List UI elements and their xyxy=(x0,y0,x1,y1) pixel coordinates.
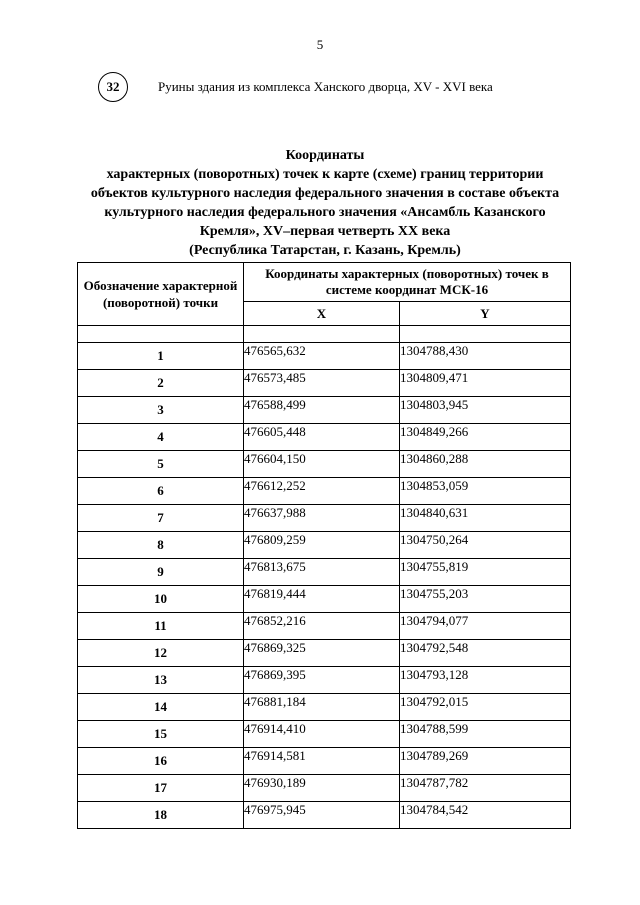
x-coordinate-cell: 476914,410 xyxy=(244,721,400,748)
table-row xyxy=(78,343,571,370)
table-row xyxy=(78,532,571,559)
point-number-cell: 18 xyxy=(78,802,244,829)
y-coordinate-cell: 1304803,945 xyxy=(400,397,571,424)
point-number-cell: 10 xyxy=(78,586,244,613)
table-row xyxy=(78,721,571,748)
point-number-cell: 17 xyxy=(78,775,244,802)
title-line: Координаты xyxy=(285,148,365,163)
point-number-cell: 9 xyxy=(78,559,244,586)
point-number-cell: 5 xyxy=(78,451,244,478)
title-line: культурного наследия федерального значения «Ансамбль Казанского xyxy=(104,205,546,220)
point-number-cell: 7 xyxy=(78,505,244,532)
table-row xyxy=(78,748,571,775)
x-coordinate-cell: 476914,581 xyxy=(244,748,400,775)
column-header-point: Обозначение характерной (поворотной) точки xyxy=(78,263,244,326)
column-header-x: X xyxy=(244,302,400,326)
table-row xyxy=(78,559,571,586)
point-number-cell: 6 xyxy=(78,478,244,505)
x-coordinate-cell: 476813,675 xyxy=(244,559,400,586)
y-coordinate-cell: 1304849,266 xyxy=(400,424,571,451)
object-heading xyxy=(98,72,493,102)
table-row xyxy=(78,370,571,397)
point-number-cell: 13 xyxy=(78,667,244,694)
y-coordinate-cell: 1304755,203 xyxy=(400,586,571,613)
title-line: (Республика Татарстан, г. Казань, Кремль) xyxy=(189,243,461,258)
column-header-y: Y xyxy=(400,302,571,326)
y-coordinate-cell: 1304860,288 xyxy=(400,451,571,478)
object-name: Руины здания из комплекса Ханского дворца, XV - XVI века xyxy=(158,79,493,94)
table-row xyxy=(78,586,571,613)
y-coordinate-cell: 1304792,015 xyxy=(400,694,571,721)
table-row xyxy=(78,478,571,505)
title-line: объектов культурного наследия федерального значения в составе объекта xyxy=(90,186,560,201)
point-number-cell: 16 xyxy=(78,748,244,775)
y-coordinate-cell: 1304792,548 xyxy=(400,640,571,667)
y-coordinate-cell: 1304840,631 xyxy=(400,505,571,532)
table-row xyxy=(78,694,571,721)
table-row xyxy=(78,424,571,451)
title-line: Кремля», XV–первая четверть XX века xyxy=(199,224,451,239)
y-coordinate-cell: 1304787,782 xyxy=(400,775,571,802)
table-row xyxy=(78,505,571,532)
point-number-cell: 3 xyxy=(78,397,244,424)
y-coordinate-cell: 1304750,264 xyxy=(400,532,571,559)
y-coordinate-cell: 1304789,269 xyxy=(400,748,571,775)
object-number-badge: 32 xyxy=(98,72,128,102)
x-coordinate-cell: 476975,945 xyxy=(244,802,400,829)
x-coordinate-cell: 476637,988 xyxy=(244,505,400,532)
coordinates-table xyxy=(77,262,571,829)
y-coordinate-cell: 1304788,599 xyxy=(400,721,571,748)
table-row xyxy=(78,397,571,424)
y-coordinate-cell: 1304793,128 xyxy=(400,667,571,694)
point-number-cell: 12 xyxy=(78,640,244,667)
y-coordinate-cell: 1304788,430 xyxy=(400,343,571,370)
table-row xyxy=(78,613,571,640)
document-title xyxy=(60,146,590,260)
x-coordinate-cell: 476869,395 xyxy=(244,667,400,694)
x-coordinate-cell: 476573,485 xyxy=(244,370,400,397)
y-coordinate-cell: 1304809,471 xyxy=(400,370,571,397)
x-coordinate-cell: 476869,325 xyxy=(244,640,400,667)
page-number: 5 xyxy=(316,37,324,52)
point-number-cell: 11 xyxy=(78,613,244,640)
x-coordinate-cell: 476565,632 xyxy=(244,343,400,370)
title-line: характерных (поворотных) точек к карте (схеме) границ территории xyxy=(106,167,544,182)
point-number-cell: 14 xyxy=(78,694,244,721)
table-row xyxy=(78,667,571,694)
table-row xyxy=(78,802,571,829)
y-coordinate-cell: 1304853,059 xyxy=(400,478,571,505)
point-number-cell: 2 xyxy=(78,370,244,397)
y-coordinate-cell: 1304784,542 xyxy=(400,802,571,829)
point-number-cell: 4 xyxy=(78,424,244,451)
x-coordinate-cell: 476809,259 xyxy=(244,532,400,559)
x-coordinate-cell: 476604,150 xyxy=(244,451,400,478)
x-coordinate-cell: 476605,448 xyxy=(244,424,400,451)
y-coordinate-cell: 1304794,077 xyxy=(400,613,571,640)
y-coordinate-cell: 1304755,819 xyxy=(400,559,571,586)
point-number-cell: 15 xyxy=(78,721,244,748)
x-coordinate-cell: 476612,252 xyxy=(244,478,400,505)
table-row xyxy=(78,451,571,478)
point-number-cell: 8 xyxy=(78,532,244,559)
x-coordinate-cell: 476930,189 xyxy=(244,775,400,802)
x-coordinate-cell: 476819,444 xyxy=(244,586,400,613)
x-coordinate-cell: 476881,184 xyxy=(244,694,400,721)
point-number-cell: 1 xyxy=(78,343,244,370)
table-row xyxy=(78,775,571,802)
column-header-coordinates: Координаты характерных (поворотных) точек в системе координат МСК-16 xyxy=(244,263,571,302)
table-spacer-row xyxy=(78,326,571,343)
x-coordinate-cell: 476852,216 xyxy=(244,613,400,640)
table-row xyxy=(78,640,571,667)
x-coordinate-cell: 476588,499 xyxy=(244,397,400,424)
